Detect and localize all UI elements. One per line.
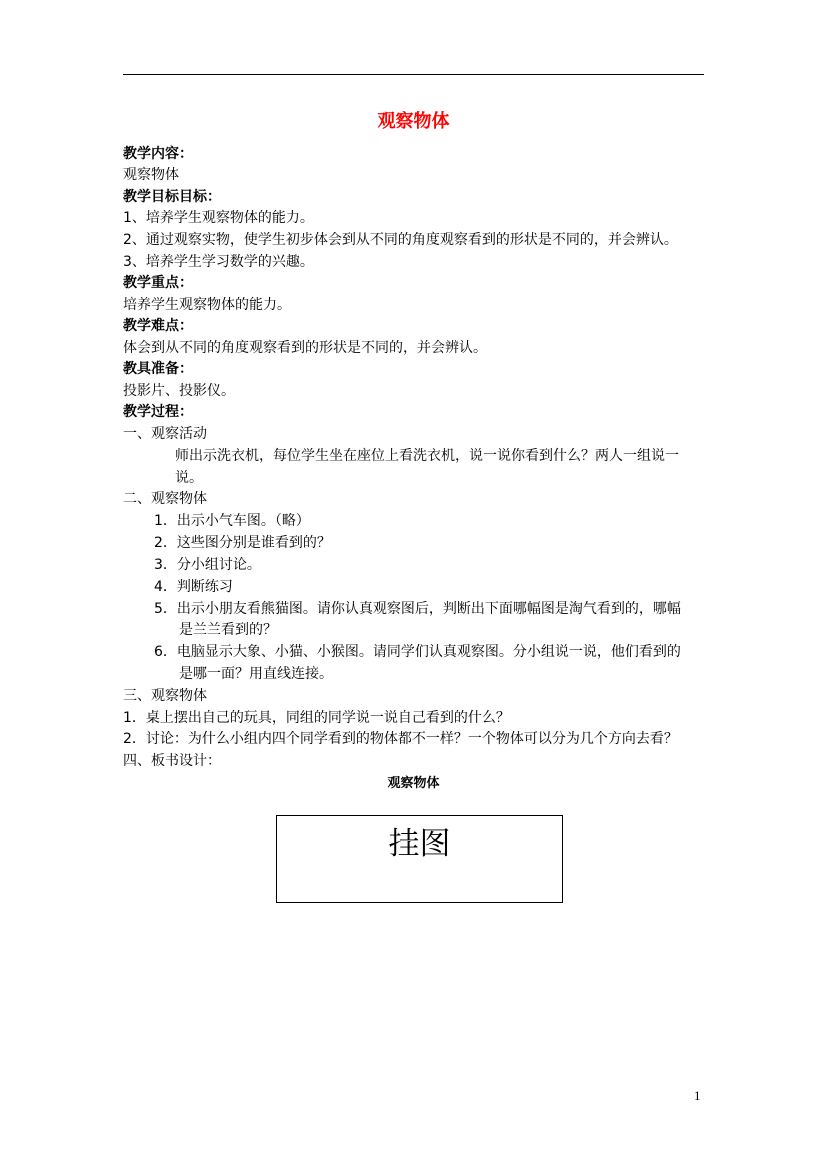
goal-item-1: 1、培养学生观察物体的能力。 [123, 210, 314, 226]
step-1: 1．出示小气车图。（略） [154, 513, 310, 529]
document-title: 观察物体 [377, 111, 450, 132]
process-heading: 教学过程： [123, 404, 193, 420]
board-content: 挂图 [388, 826, 451, 862]
difficulty-heading: 教学难点： [123, 318, 193, 334]
part3-item-1: 1．桌上摆出自己的玩具，同组的同学说一说自己看到的什么？ [123, 710, 510, 726]
tools-text: 投影片、投影仪。 [123, 383, 235, 399]
part4-heading: 四、板书设计： [123, 753, 221, 769]
step-3: 3．分小组讨论。 [154, 557, 261, 573]
board-frame [276, 815, 563, 903]
part3-item-2: 2．讨论：为什么小组内四个同学看到的物体都不一样？一个物体可以分为几个方向去看？ [123, 731, 678, 747]
step-5-line1: 5．出示小朋友看熊猫图。请你认真观察图后，判断出下面哪幅图是淘气看到的，哪幅 [154, 601, 681, 617]
content-text: 观察物体 [123, 167, 179, 183]
content-heading: 教学内容： [123, 146, 193, 162]
step-4: 4．判断练习 [154, 579, 233, 595]
goals-heading: 教学目标目标： [123, 189, 221, 205]
step-5-line2: 是兰兰看到的？ [179, 622, 277, 638]
board-title: 观察物体 [387, 776, 440, 791]
part1-heading: 一、观察活动 [123, 426, 207, 442]
goal-item-3: 3、培养学生学习数学的兴趣。 [123, 254, 314, 270]
part2-heading: 二、观察物体 [123, 491, 207, 507]
part1-text-line1: 师出示洗衣机，每位学生坐在座位上看洗衣机，说一说你看到什么？两人一组说一 [175, 448, 679, 464]
goal-item-2: 2、通过观察实物，使学生初步体会到从不同的角度观察看到的形状是不同的，并会辨认。 [123, 232, 678, 248]
step-6-line1: 6．电脑显示大象、小猫、小猴图。请同学们认真观察图。分小组说一说，他们看到的 [154, 644, 681, 660]
part1-text-line2: 说。 [175, 470, 203, 486]
key-point-heading: 教学重点： [123, 275, 193, 291]
tools-heading: 教具准备： [123, 361, 193, 377]
step-2: 2．这些图分别是谁看到的？ [154, 535, 331, 551]
difficulty-text: 体会到从不同的角度观察看到的形状是不同的，并会辨认。 [123, 340, 487, 356]
page-number: 1 [694, 1088, 701, 1103]
part3-heading: 三、观察物体 [123, 688, 207, 704]
header-rule [123, 74, 704, 75]
key-point-text: 培养学生观察物体的能力。 [123, 297, 291, 313]
step-6-line2: 是哪一面？用直线连接。 [179, 666, 333, 682]
